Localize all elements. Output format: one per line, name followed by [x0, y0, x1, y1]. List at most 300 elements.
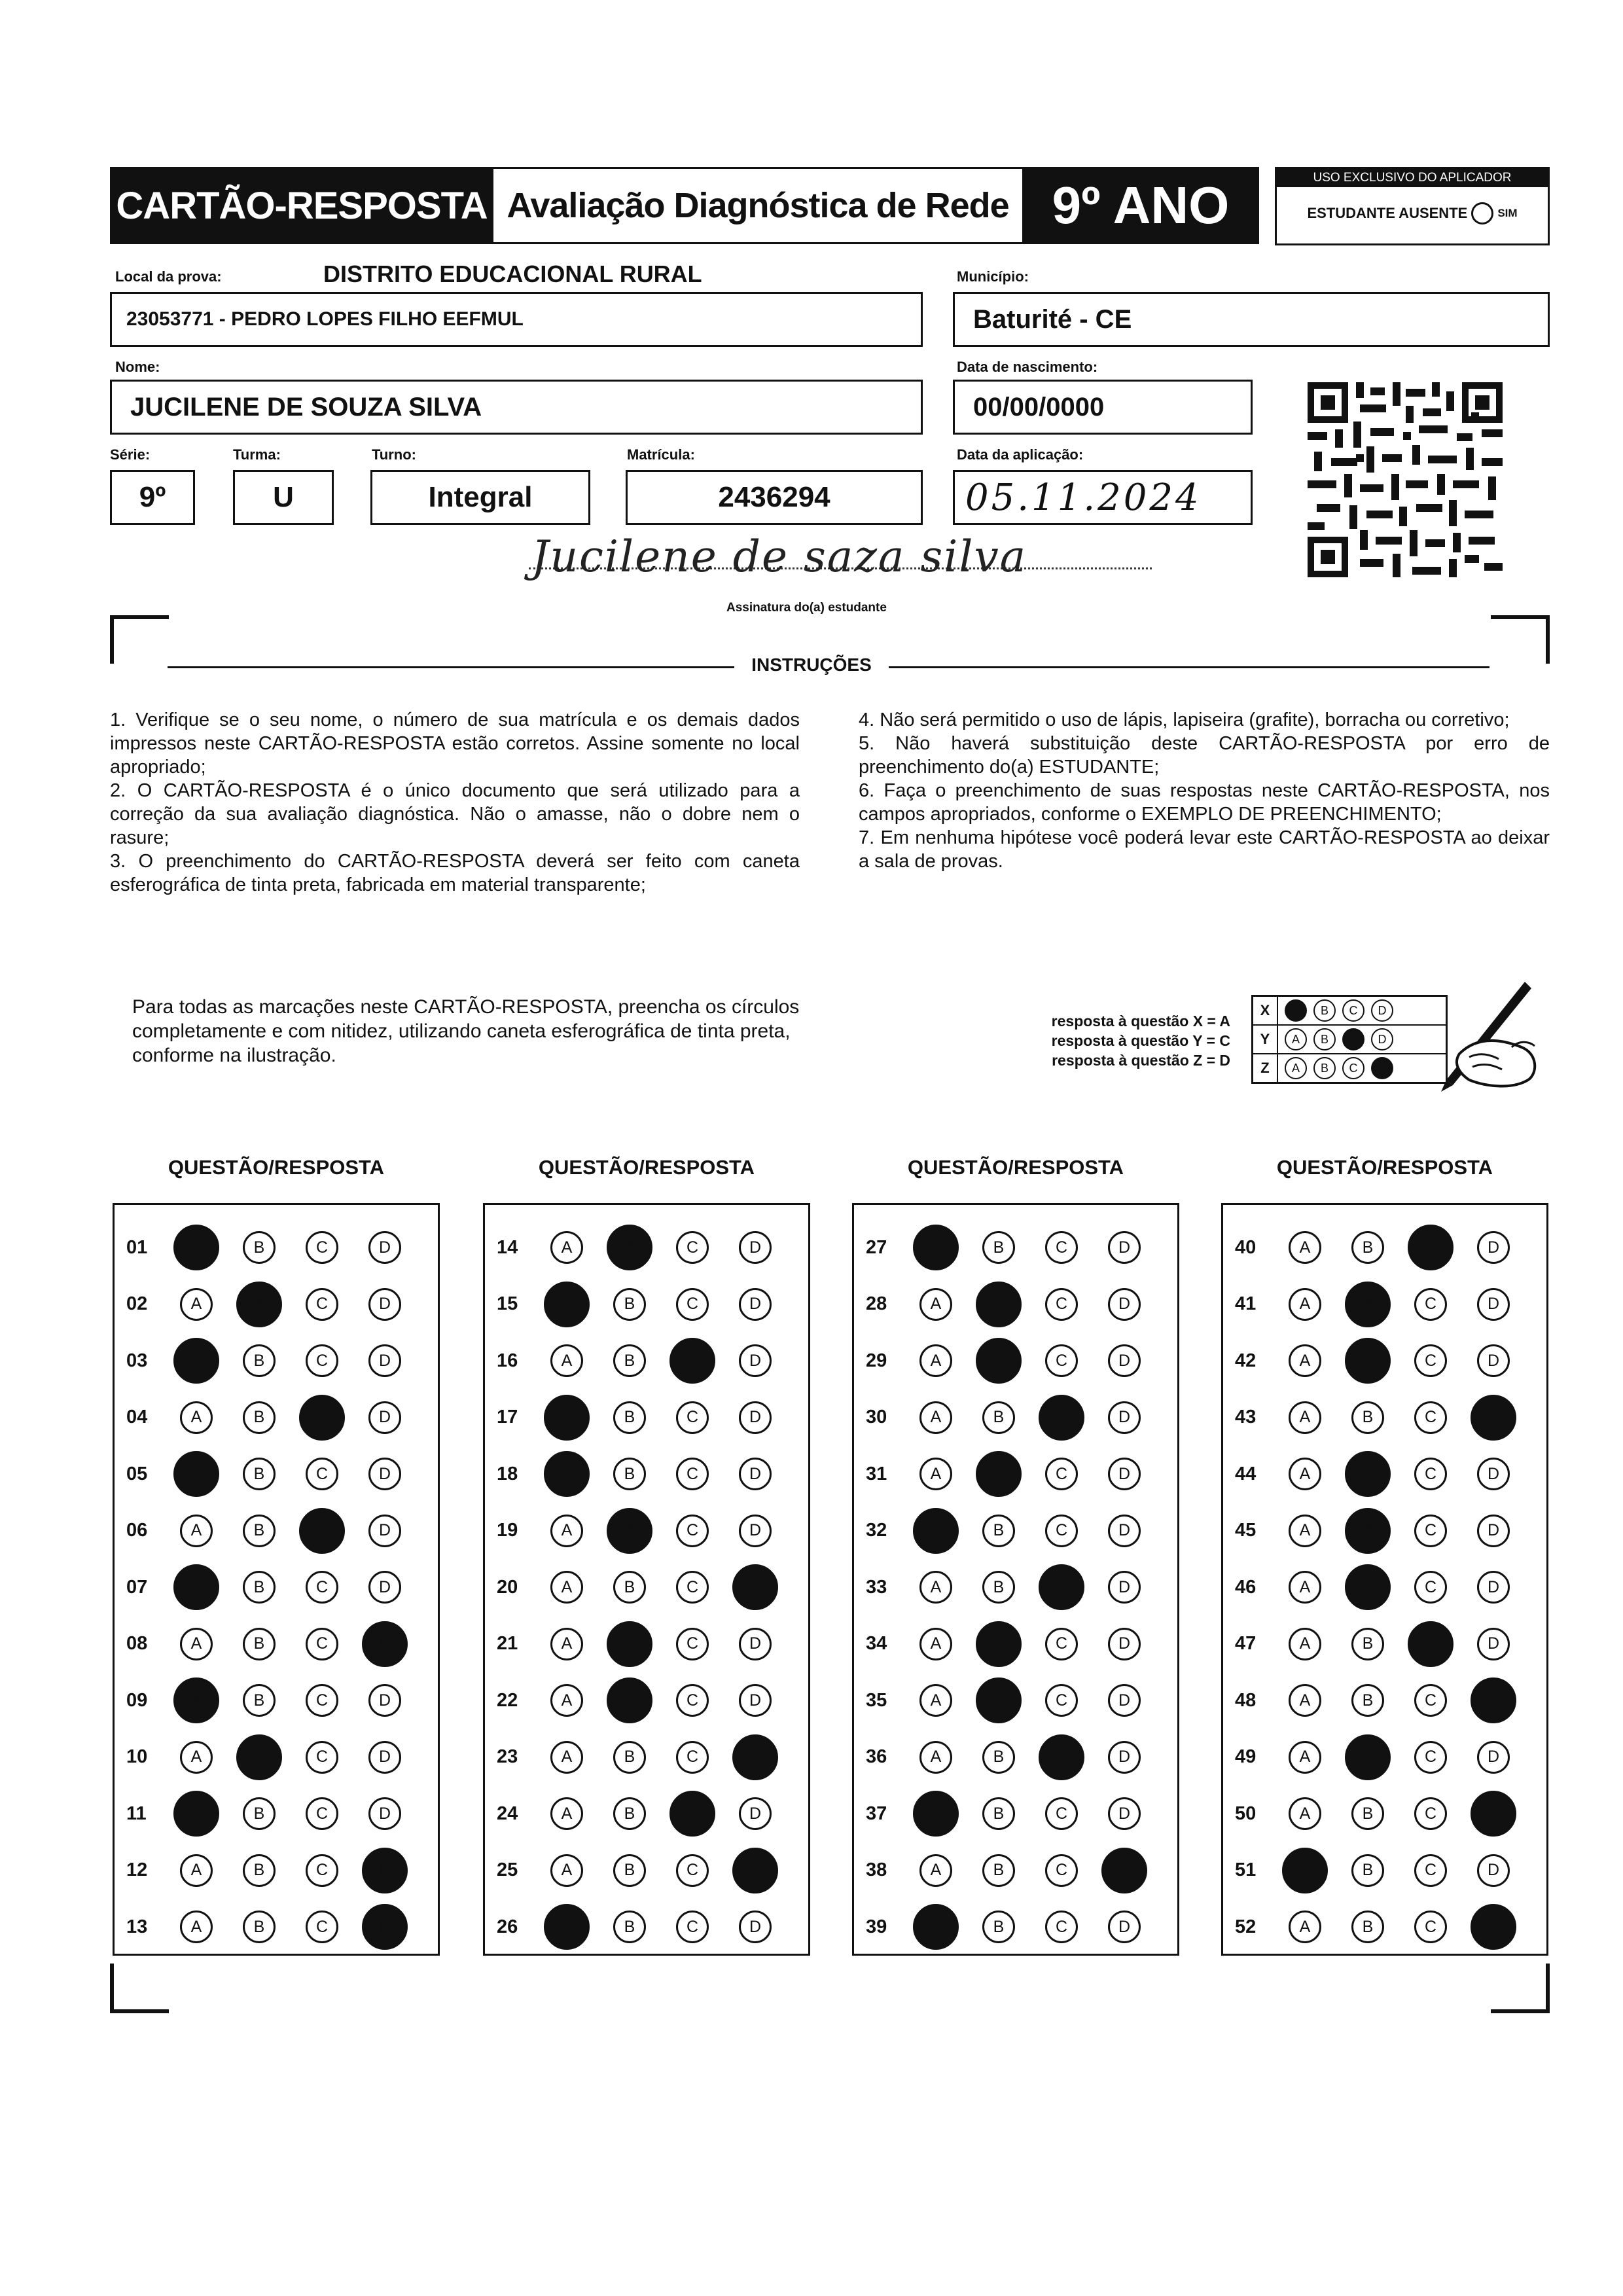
- answer-bubble-a[interactable]: A: [1289, 1741, 1321, 1774]
- answer-bubble-a[interactable]: A: [919, 1628, 952, 1660]
- answer-bubble-b[interactable]: B: [613, 1344, 646, 1377]
- example-instructions: Para todas as marcações neste CARTÃO-RESPOSTA, preencha os círculos completamente e com nitidez, utilizando caneta esferográfica de tinta preta, conforme na ilustração.: [132, 996, 800, 1066]
- answer-bubble-d[interactable]: D: [1108, 1458, 1141, 1490]
- answer-bubble-b[interactable]: B: [1351, 1910, 1384, 1943]
- answer-bubble-d[interactable]: D: [1477, 1628, 1510, 1660]
- answer-bubble-b[interactable]: B: [613, 1401, 646, 1434]
- answer-bubble-c[interactable]: C: [1414, 1571, 1447, 1604]
- answer-bubble-d[interactable]: D: [1477, 1231, 1510, 1264]
- yes-label: SIM: [1497, 207, 1518, 219]
- answers-column-3: [852, 1203, 1179, 1956]
- local-label: Local da prova:: [115, 268, 222, 285]
- question-row: [1223, 1219, 1546, 1276]
- answer-bubble-d[interactable]: D: [739, 1401, 772, 1434]
- answer-bubble-d[interactable]: D: [368, 1288, 401, 1321]
- absent-row: [1277, 195, 1548, 232]
- answers-column-title-3: QUESTÃO/RESPOSTA: [907, 1156, 1124, 1179]
- answer-bubble-b[interactable]: B: [982, 1910, 1015, 1943]
- answer-bubble-d[interactable]: D: [1108, 1401, 1141, 1434]
- answer-bubble-b[interactable]: B: [243, 1910, 276, 1943]
- answer-bubble-a[interactable]: A: [180, 1628, 213, 1660]
- answer-bubble-b[interactable]: B: [1345, 1564, 1391, 1610]
- answer-bubble-b[interactable]: B: [613, 1910, 646, 1943]
- answer-bubble-c[interactable]: C: [306, 1854, 338, 1887]
- answer-bubble-c[interactable]: C: [306, 1910, 338, 1943]
- answer-bubble-d[interactable]: D: [1477, 1741, 1510, 1774]
- card-title: CARTÃO-RESPOSTA: [116, 184, 488, 227]
- question-number: 13: [126, 1916, 148, 1937]
- answer-bubble-d[interactable]: D: [362, 1621, 408, 1667]
- answer-bubble-b[interactable]: B: [236, 1282, 282, 1327]
- answer-bubble-d[interactable]: D: [368, 1515, 401, 1547]
- instructions-right: [859, 708, 1550, 873]
- question-number: 12: [126, 1859, 148, 1880]
- answer-bubble-c[interactable]: C: [676, 1628, 709, 1660]
- municipio-label: Município:: [957, 268, 1029, 285]
- answer-bubble-d[interactable]: D: [1108, 1288, 1141, 1321]
- answer-bubble-b[interactable]: B: [1351, 1797, 1384, 1830]
- answer-bubble-a[interactable]: A: [1282, 1848, 1328, 1893]
- answer-bubble-b[interactable]: B: [982, 1231, 1015, 1264]
- answer-bubble-b[interactable]: B: [982, 1401, 1015, 1434]
- answer-bubble-b[interactable]: B: [607, 1508, 652, 1554]
- question-number: 16: [497, 1350, 518, 1371]
- answer-bubble-c[interactable]: C: [1045, 1797, 1078, 1830]
- answer-bubble-a[interactable]: A: [544, 1395, 590, 1441]
- answer-bubble-c[interactable]: C: [306, 1797, 338, 1830]
- answer-bubble-d[interactable]: D: [1471, 1395, 1516, 1441]
- answer-bubble-a[interactable]: A: [919, 1344, 952, 1377]
- answer-bubble-c[interactable]: C: [676, 1741, 709, 1774]
- answer-bubble-b[interactable]: B: [1345, 1451, 1391, 1497]
- answer-bubble-d[interactable]: D: [368, 1741, 401, 1774]
- answer-bubble-b[interactable]: B: [243, 1401, 276, 1434]
- answer-bubble-d[interactable]: D: [368, 1684, 401, 1717]
- answer-bubble-d[interactable]: D: [362, 1904, 408, 1950]
- answer-bubble-b[interactable]: B: [976, 1282, 1022, 1327]
- instruction-3: 3. O preenchimento do CARTÃO-RESPOSTA deverá ser feito com caneta esferográfica de tinta preta, fabricada em material transparente;: [110, 851, 800, 895]
- question-number: 38: [866, 1859, 887, 1880]
- instruction-1: 1. Verifique se o seu nome, o número de sua matrícula e os demais dados impressos neste CARTÃO-RESPOSTA estão corretos. Assine somente no local apropriado;: [110, 709, 800, 778]
- answer-bubble-c[interactable]: C: [676, 1684, 709, 1717]
- answer-bubble-a[interactable]: A: [913, 1508, 959, 1554]
- question-row: [485, 1503, 808, 1559]
- answer-bubble-d[interactable]: D: [739, 1684, 772, 1717]
- question-row: [115, 1503, 438, 1559]
- answer-bubble-b[interactable]: B: [976, 1621, 1022, 1667]
- answer-bubble-a[interactable]: A: [1289, 1910, 1321, 1943]
- answer-bubble-b[interactable]: B: [976, 1338, 1022, 1384]
- answer-bubble-a[interactable]: A: [1289, 1797, 1321, 1830]
- answer-bubble-d[interactable]: D: [1108, 1515, 1141, 1547]
- answer-bubble-a[interactable]: A: [550, 1628, 583, 1660]
- answer-bubble-d[interactable]: D: [368, 1401, 401, 1434]
- answer-bubble-c[interactable]: C: [1045, 1910, 1078, 1943]
- question-row: [1223, 1333, 1546, 1389]
- answer-bubble-a[interactable]: A: [173, 1564, 219, 1610]
- example-legend-z: resposta à questão Z = D: [1052, 1052, 1230, 1069]
- answer-bubble-c[interactable]: C: [1414, 1684, 1447, 1717]
- question-row: [1223, 1390, 1546, 1446]
- answer-bubble-a[interactable]: A: [1289, 1288, 1321, 1321]
- answer-bubble-a[interactable]: A: [180, 1910, 213, 1943]
- answer-bubble-c[interactable]: C: [1045, 1344, 1078, 1377]
- example-question-label: Z: [1253, 1054, 1278, 1082]
- qr-code-graphic: [1308, 382, 1503, 577]
- qr-code: [1308, 382, 1503, 577]
- answer-bubble-c[interactable]: C: [676, 1231, 709, 1264]
- answer-bubble-b[interactable]: B: [613, 1288, 646, 1321]
- answer-bubble-d[interactable]: D: [732, 1734, 778, 1780]
- example-bubble-a: A: [1285, 999, 1307, 1022]
- answer-bubble-a[interactable]: A: [180, 1741, 213, 1774]
- answer-bubble-a[interactable]: A: [1289, 1571, 1321, 1604]
- answer-bubble-d[interactable]: D: [739, 1910, 772, 1943]
- answer-bubble-a[interactable]: A: [1289, 1628, 1321, 1660]
- answer-bubble-b[interactable]: B: [607, 1225, 652, 1270]
- answer-bubble-a[interactable]: A: [1289, 1515, 1321, 1547]
- answer-bubble-a[interactable]: A: [919, 1401, 952, 1434]
- answer-bubble-c[interactable]: C: [1414, 1458, 1447, 1490]
- example-bubble-c: C: [1342, 1057, 1364, 1079]
- answer-bubble-a[interactable]: A: [544, 1904, 590, 1950]
- question-row: [854, 1899, 1177, 1955]
- instructions-title: INSTRUÇÕES: [734, 655, 889, 675]
- nascimento-value: 00/00/0000: [973, 392, 1105, 422]
- school-value: 23053771 - PEDRO LOPES FILHO EEFMUL: [126, 308, 524, 330]
- aplicacao-field[interactable]: [953, 470, 1253, 525]
- answer-bubble-c[interactable]: C: [1045, 1458, 1078, 1490]
- answer-bubble-a[interactable]: A: [919, 1288, 952, 1321]
- answer-bubble-d[interactable]: D: [1108, 1231, 1141, 1264]
- answer-bubble-c[interactable]: C: [1414, 1910, 1447, 1943]
- answer-bubble-a[interactable]: A: [173, 1677, 219, 1723]
- question-number: 41: [1235, 1293, 1257, 1314]
- answer-bubble-c[interactable]: C: [1414, 1797, 1447, 1830]
- question-number: 35: [866, 1689, 887, 1711]
- answer-bubble-d[interactable]: D: [739, 1344, 772, 1377]
- answer-bubble-a[interactable]: A: [1289, 1401, 1321, 1434]
- answer-bubble-b[interactable]: B: [243, 1344, 276, 1377]
- example-question-label: X: [1253, 997, 1278, 1024]
- question-number: 33: [866, 1576, 887, 1598]
- corner-mark-bottom-left: [110, 1964, 169, 2013]
- answer-bubble-b[interactable]: B: [982, 1571, 1015, 1604]
- answer-bubble-b[interactable]: B: [607, 1621, 652, 1667]
- answer-bubble-b[interactable]: B: [982, 1741, 1015, 1774]
- answer-bubble-a[interactable]: A: [913, 1225, 959, 1270]
- question-row: [485, 1390, 808, 1446]
- question-row: [854, 1503, 1177, 1559]
- answer-bubble-c[interactable]: C: [1045, 1684, 1078, 1717]
- answer-bubble-b[interactable]: B: [1345, 1508, 1391, 1554]
- answer-bubble-d[interactable]: D: [1471, 1791, 1516, 1837]
- answer-bubble-a[interactable]: A: [173, 1791, 219, 1837]
- answer-bubble-d[interactable]: D: [1108, 1910, 1141, 1943]
- answer-bubble-a[interactable]: A: [544, 1451, 590, 1497]
- question-number: 52: [1235, 1916, 1257, 1937]
- answer-bubble-d[interactable]: D: [739, 1458, 772, 1490]
- answer-bubble-d[interactable]: D: [1477, 1515, 1510, 1547]
- question-row: [115, 1785, 438, 1842]
- question-row: [854, 1333, 1177, 1389]
- municipio-field: [953, 292, 1550, 347]
- instruction-2: 2. O CARTÃO-RESPOSTA é o único documento que será utilizado para a correção da sua avaliação diagnóstica. Não o amasse, não o dobre nem o rasure;: [110, 780, 800, 848]
- answer-bubble-d[interactable]: D: [1471, 1904, 1516, 1950]
- answer-bubble-b[interactable]: B: [243, 1458, 276, 1490]
- answer-bubble-b[interactable]: B: [243, 1571, 276, 1604]
- answer-bubble-b[interactable]: B: [1351, 1854, 1384, 1887]
- serie-label: Série:: [110, 446, 151, 463]
- answer-bubble-a[interactable]: A: [550, 1515, 583, 1547]
- answer-bubble-b[interactable]: B: [613, 1741, 646, 1774]
- answer-bubble-b[interactable]: B: [613, 1854, 646, 1887]
- question-number: 11: [126, 1803, 147, 1824]
- answer-bubble-b[interactable]: B: [982, 1515, 1015, 1547]
- question-row: [854, 1785, 1177, 1842]
- answer-bubble-b[interactable]: B: [243, 1515, 276, 1547]
- answer-bubble-c[interactable]: C: [1414, 1854, 1447, 1887]
- answer-bubble-a[interactable]: A: [913, 1791, 959, 1837]
- answer-bubble-a[interactable]: A: [1289, 1458, 1321, 1490]
- answer-bubble-d[interactable]: D: [739, 1797, 772, 1830]
- answer-bubble-d[interactable]: D: [1108, 1344, 1141, 1377]
- answer-bubble-d[interactable]: D: [1477, 1458, 1510, 1490]
- question-number: 32: [866, 1520, 887, 1541]
- answer-bubble-c[interactable]: C: [1039, 1395, 1084, 1441]
- answer-bubble-a[interactable]: A: [180, 1288, 213, 1321]
- answer-bubble-c[interactable]: C: [1414, 1741, 1447, 1774]
- answer-bubble-c[interactable]: C: [676, 1854, 709, 1887]
- answer-bubble-c[interactable]: C: [306, 1458, 338, 1490]
- answer-bubble-a[interactable]: A: [550, 1741, 583, 1774]
- answer-bubble-c[interactable]: C: [676, 1458, 709, 1490]
- answer-bubble-a[interactable]: A: [550, 1684, 583, 1717]
- answer-bubble-c[interactable]: C: [1414, 1288, 1447, 1321]
- answer-bubble-b[interactable]: B: [613, 1571, 646, 1604]
- answer-bubble-b[interactable]: B: [243, 1854, 276, 1887]
- question-number: 15: [497, 1293, 518, 1314]
- question-row: [485, 1276, 808, 1333]
- answer-bubble-a[interactable]: A: [550, 1344, 583, 1377]
- answer-bubble-a[interactable]: A: [173, 1451, 219, 1497]
- answer-bubble-d[interactable]: D: [1477, 1854, 1510, 1887]
- answer-bubble-c[interactable]: C: [306, 1684, 338, 1717]
- question-row: [1223, 1276, 1546, 1333]
- answer-bubble-c[interactable]: C: [676, 1401, 709, 1434]
- answer-bubble-d[interactable]: D: [1101, 1848, 1147, 1893]
- answer-bubble-a[interactable]: A: [1289, 1344, 1321, 1377]
- answer-bubble-b[interactable]: B: [976, 1677, 1022, 1723]
- answer-bubble-d[interactable]: D: [368, 1797, 401, 1830]
- answer-bubble-c[interactable]: C: [1408, 1621, 1454, 1667]
- answer-bubble-d[interactable]: D: [1108, 1741, 1141, 1774]
- answer-bubble-c[interactable]: C: [306, 1741, 338, 1774]
- answer-bubble-c[interactable]: C: [306, 1628, 338, 1660]
- question-row: [854, 1219, 1177, 1276]
- answer-bubble-d[interactable]: D: [1108, 1684, 1141, 1717]
- grade-label: 9º ANO: [1052, 176, 1230, 234]
- answer-bubble-a[interactable]: A: [919, 1458, 952, 1490]
- answer-bubble-b[interactable]: B: [236, 1734, 282, 1780]
- answer-bubble-d[interactable]: D: [1471, 1677, 1516, 1723]
- answer-bubble-a[interactable]: A: [173, 1338, 219, 1384]
- question-number: 09: [126, 1689, 148, 1711]
- answer-bubble-b[interactable]: B: [1351, 1628, 1384, 1660]
- question-number: 14: [497, 1236, 518, 1258]
- answer-bubble-a[interactable]: A: [919, 1571, 952, 1604]
- question-number: 23: [497, 1746, 518, 1767]
- answer-bubble-b[interactable]: B: [243, 1231, 276, 1264]
- question-row: [485, 1616, 808, 1672]
- answer-bubble-a[interactable]: A: [919, 1684, 952, 1717]
- example-bubble-d: D: [1371, 1057, 1393, 1079]
- matricula-field: [626, 470, 923, 525]
- question-row: [115, 1390, 438, 1446]
- answer-bubble-c[interactable]: C: [299, 1508, 345, 1554]
- question-number: 26: [497, 1916, 518, 1937]
- answer-bubble-d[interactable]: D: [368, 1571, 401, 1604]
- question-row: [1223, 1842, 1546, 1899]
- answer-bubble-b[interactable]: B: [613, 1797, 646, 1830]
- question-row: [854, 1729, 1177, 1785]
- answer-bubble-c[interactable]: C: [676, 1515, 709, 1547]
- question-row: [485, 1729, 808, 1785]
- example-bubble-b: B: [1313, 999, 1336, 1022]
- answer-bubble-d[interactable]: D: [1108, 1571, 1141, 1604]
- question-row: [854, 1276, 1177, 1333]
- answer-bubble-c[interactable]: C: [1045, 1515, 1078, 1547]
- answer-bubble-a[interactable]: A: [180, 1401, 213, 1434]
- question-row: [485, 1899, 808, 1955]
- answer-bubble-b[interactable]: B: [976, 1451, 1022, 1497]
- answer-bubble-a[interactable]: A: [550, 1797, 583, 1830]
- question-row: [1223, 1446, 1546, 1502]
- example-legend: [982, 1011, 1230, 1071]
- answer-bubble-b[interactable]: B: [243, 1628, 276, 1660]
- question-number: 36: [866, 1746, 887, 1767]
- answer-bubble-a[interactable]: A: [550, 1231, 583, 1264]
- answer-bubble-c[interactable]: C: [306, 1231, 338, 1264]
- answer-bubble-b[interactable]: B: [982, 1797, 1015, 1830]
- absent-checkbox[interactable]: [1471, 202, 1493, 224]
- answer-bubble-c[interactable]: C: [1045, 1231, 1078, 1264]
- question-row: [854, 1559, 1177, 1615]
- answer-bubble-a[interactable]: A: [1289, 1231, 1321, 1264]
- question-number: 49: [1235, 1746, 1257, 1767]
- answer-bubble-b[interactable]: B: [1351, 1231, 1384, 1264]
- answer-bubble-a[interactable]: A: [180, 1515, 213, 1547]
- turma-value: U: [273, 481, 294, 513]
- answer-bubble-c[interactable]: C: [676, 1571, 709, 1604]
- answer-bubble-c[interactable]: C: [669, 1338, 715, 1384]
- answer-bubble-c[interactable]: C: [669, 1791, 715, 1837]
- answer-bubble-d[interactable]: D: [1477, 1571, 1510, 1604]
- question-number: 46: [1235, 1576, 1257, 1598]
- answer-bubble-d[interactable]: D: [739, 1231, 772, 1264]
- answer-bubble-d[interactable]: D: [1477, 1288, 1510, 1321]
- question-number: 19: [497, 1520, 518, 1541]
- question-row: [854, 1446, 1177, 1502]
- answer-bubble-c[interactable]: C: [1045, 1628, 1078, 1660]
- answer-bubble-c[interactable]: C: [676, 1288, 709, 1321]
- answer-bubble-a[interactable]: A: [180, 1854, 213, 1887]
- answer-bubble-c[interactable]: C: [1408, 1225, 1454, 1270]
- question-number: 48: [1235, 1689, 1257, 1711]
- example-bubble-d: D: [1371, 999, 1393, 1022]
- answer-bubble-a[interactable]: A: [1289, 1684, 1321, 1717]
- answer-bubble-d[interactable]: D: [1477, 1344, 1510, 1377]
- answer-bubble-c[interactable]: C: [299, 1395, 345, 1441]
- school-field: [110, 292, 923, 347]
- instruction-7: 7. Em nenhuma hipótese você poderá levar este CARTÃO-RESPOSTA ao deixar a sala de provas.: [859, 827, 1550, 872]
- answer-bubble-a[interactable]: A: [550, 1854, 583, 1887]
- answer-bubble-d[interactable]: D: [368, 1231, 401, 1264]
- answer-bubble-c[interactable]: C: [1414, 1401, 1447, 1434]
- answer-bubble-b[interactable]: B: [1345, 1734, 1391, 1780]
- answer-bubble-d[interactable]: D: [739, 1288, 772, 1321]
- answer-bubble-b[interactable]: B: [1345, 1282, 1391, 1327]
- question-row: [485, 1446, 808, 1502]
- answer-bubble-a[interactable]: A: [544, 1282, 590, 1327]
- answer-bubble-b[interactable]: B: [243, 1797, 276, 1830]
- answer-bubble-a[interactable]: A: [913, 1904, 959, 1950]
- answer-bubble-a[interactable]: A: [919, 1854, 952, 1887]
- answer-bubble-d[interactable]: D: [362, 1848, 408, 1893]
- answer-bubble-d[interactable]: D: [368, 1458, 401, 1490]
- answer-bubble-c[interactable]: C: [1045, 1854, 1078, 1887]
- answer-bubble-d[interactable]: D: [739, 1515, 772, 1547]
- answer-bubble-b[interactable]: B: [613, 1458, 646, 1490]
- answer-bubble-b[interactable]: B: [1351, 1401, 1384, 1434]
- answer-bubble-c[interactable]: C: [306, 1288, 338, 1321]
- answer-bubble-d[interactable]: D: [739, 1628, 772, 1660]
- answers-column-4: [1221, 1203, 1548, 1956]
- answer-bubble-b[interactable]: B: [982, 1854, 1015, 1887]
- answer-bubble-d[interactable]: D: [1108, 1628, 1141, 1660]
- answer-bubble-d[interactable]: D: [732, 1564, 778, 1610]
- question-number: 18: [497, 1463, 518, 1484]
- answer-bubble-c[interactable]: C: [306, 1571, 338, 1604]
- question-number: 47: [1235, 1633, 1257, 1654]
- example-bubble-b: B: [1313, 1057, 1336, 1079]
- answer-bubble-b[interactable]: B: [243, 1684, 276, 1717]
- answer-bubble-b[interactable]: B: [1345, 1338, 1391, 1384]
- answer-bubble-c[interactable]: C: [306, 1344, 338, 1377]
- answer-bubble-b[interactable]: B: [1351, 1684, 1384, 1717]
- answer-bubble-a[interactable]: A: [550, 1571, 583, 1604]
- answer-bubble-a[interactable]: A: [173, 1225, 219, 1270]
- question-row: [485, 1219, 808, 1276]
- answer-bubble-d[interactable]: D: [368, 1344, 401, 1377]
- answer-bubble-c[interactable]: C: [676, 1910, 709, 1943]
- answer-bubble-a[interactable]: A: [919, 1741, 952, 1774]
- question-row: [485, 1842, 808, 1899]
- answer-bubble-d[interactable]: D: [732, 1848, 778, 1893]
- matricula-label: Matrícula:: [627, 446, 695, 463]
- answer-bubble-b[interactable]: B: [607, 1677, 652, 1723]
- answer-bubble-d[interactable]: D: [1108, 1797, 1141, 1830]
- question-row: [485, 1785, 808, 1842]
- district-name: DISTRITO EDUCACIONAL RURAL: [323, 260, 702, 287]
- answer-bubble-c[interactable]: C: [1414, 1515, 1447, 1547]
- question-number: 34: [866, 1633, 887, 1654]
- answer-bubble-c[interactable]: C: [1414, 1344, 1447, 1377]
- answer-bubble-c[interactable]: C: [1045, 1288, 1078, 1321]
- question-row: [1223, 1559, 1546, 1615]
- answer-bubble-c[interactable]: C: [1039, 1564, 1084, 1610]
- answer-bubble-c[interactable]: C: [1039, 1734, 1084, 1780]
